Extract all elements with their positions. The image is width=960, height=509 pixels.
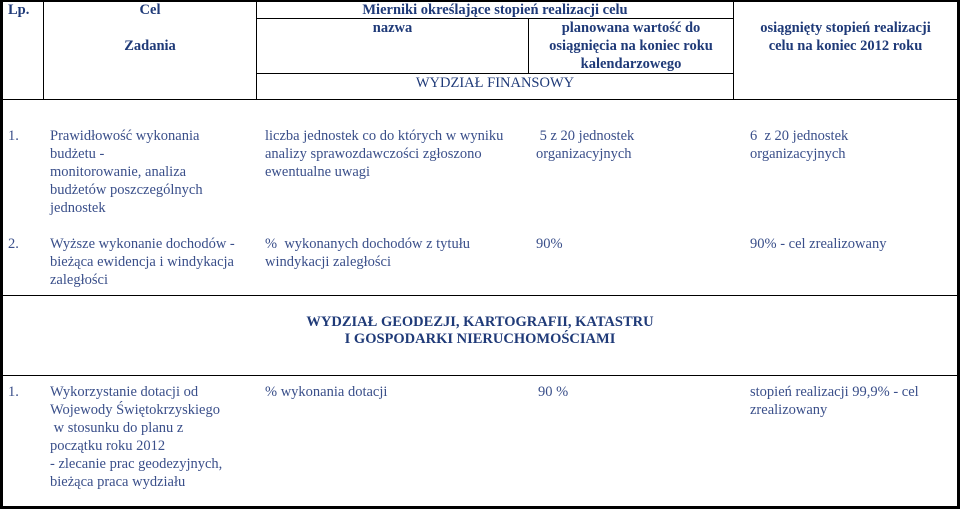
section-title-geodezji-line2: I GOSPODARKI NIERUCHOMOŚCIAMI <box>344 331 616 347</box>
row-cel-line: początku roku 2012 <box>50 438 166 454</box>
row-cel-line: Wykorzystanie dotacji od <box>50 384 199 400</box>
header-zadania: Zadania <box>124 38 176 54</box>
row-lp: 2. <box>8 236 19 252</box>
header-planowana-3: kalendarzowego <box>580 56 682 72</box>
row-planowana-line: 90% <box>536 236 563 252</box>
border-section-top <box>0 295 960 296</box>
border-under-nazwa <box>256 73 734 74</box>
row-osiagniety-line: stopień realizacji 99,9% - cel <box>750 384 919 400</box>
border-section-bottom <box>0 375 960 376</box>
section-title-finansowy: WYDZIAŁ FINANSOWY <box>415 75 575 91</box>
row-cel-line: - zlecanie prac geodezyjnych, <box>50 456 223 472</box>
row-nazwa-line: % wykonanych dochodów z tytułu <box>265 236 470 252</box>
header-planowana-1: planowana wartość do <box>561 20 701 36</box>
row-nazwa-line: liczba jednostek co do których w wyniku <box>265 128 504 144</box>
row-cel-line: jednostek <box>50 200 106 216</box>
row-cel-line: zaległości <box>50 272 108 288</box>
row-osiagniety-line: 6 z 20 jednostek <box>750 128 849 144</box>
row-cel-line: Wyższe wykonanie dochodów - <box>50 236 235 252</box>
row-planowana-line: 90 % <box>538 384 569 400</box>
header-mierniki: Mierniki określające stopień realizacji celu <box>362 2 628 18</box>
row-lp: 1. <box>8 384 19 400</box>
row-cel-line: Prawidłowość wykonania <box>50 128 200 144</box>
header-cel: Cel <box>139 2 161 18</box>
row-cel-line: monitorowanie, analiza <box>50 164 187 180</box>
header-planowana-2: osiągnięcia na koniec roku <box>549 38 713 54</box>
row-nazwa-line: ewentualne uwagi <box>265 164 371 180</box>
border-outer-left <box>0 0 3 509</box>
row-osiagniety-line: 90% - cel zrealizowany <box>750 236 887 252</box>
border-header-bottom <box>0 99 960 100</box>
row-planowana-line: 5 z 20 jednostek <box>536 128 635 144</box>
row-cel-line: budżetu - <box>50 146 105 162</box>
row-cel-line: w stosunku do planu z <box>50 420 184 436</box>
header-nazwa: nazwa <box>372 20 413 36</box>
row-cel-line: bieżąca praca wydziału <box>50 474 186 490</box>
section-title-geodezji-line1: WYDZIAŁ GEODEZJI, KARTOGRAFII, KATASTRU <box>306 314 654 330</box>
row-cel-line: Wojewody Świętokrzyskiego <box>50 402 220 418</box>
row-osiagniety-line: zrealizowany <box>750 402 828 418</box>
row-cel-line: bieżąca ewidencja i windykacja <box>50 254 234 270</box>
row-osiagniety-line: organizacyjnych <box>750 146 846 162</box>
row-nazwa-line: windykacji zaległości <box>265 254 392 270</box>
header-lp: Lp. <box>8 2 30 18</box>
header-osiagniety-2: celu na koniec 2012 roku <box>768 38 923 54</box>
header-osiagniety-1: osiągnięty stopień realizacji <box>760 20 931 36</box>
row-planowana-line: organizacyjnych <box>536 146 632 162</box>
row-cel-line: budżetów poszczególnych <box>50 182 203 198</box>
row-nazwa-line: analizy sprawozdawczości zgłoszono <box>265 146 482 162</box>
row-lp: 1. <box>8 128 19 144</box>
row-nazwa-line: % wykonania dotacji <box>265 384 388 400</box>
